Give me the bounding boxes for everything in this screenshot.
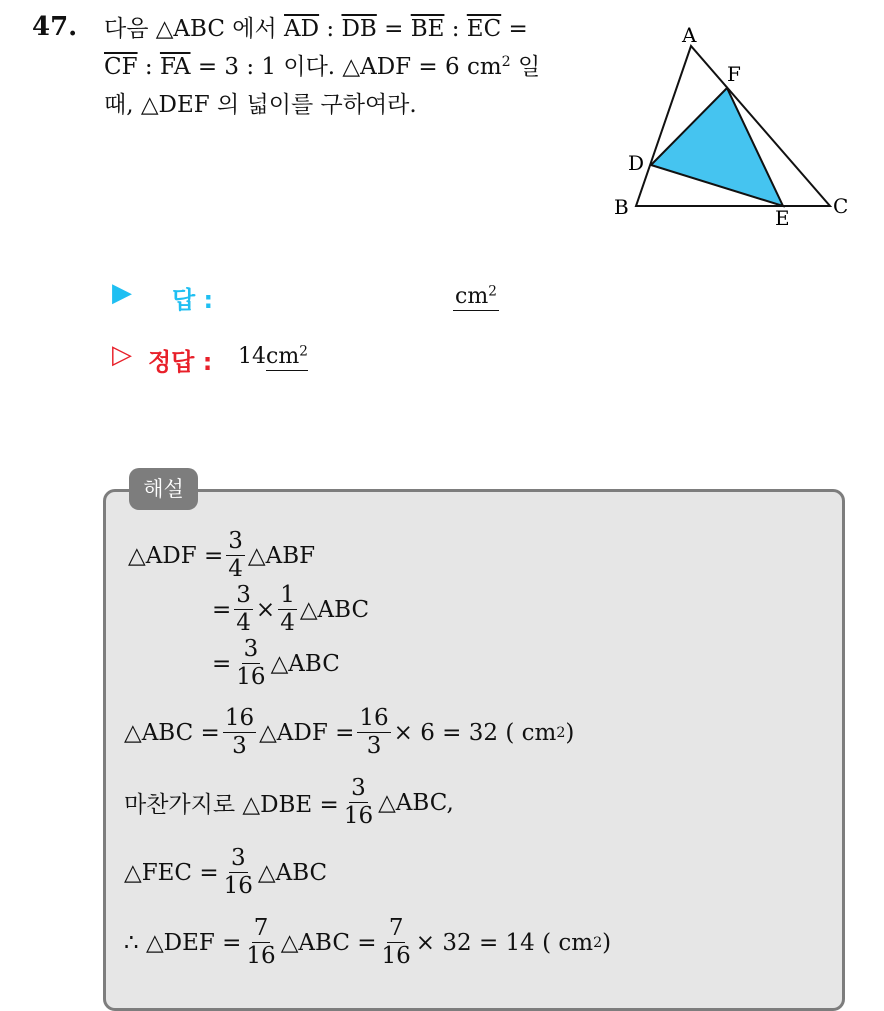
fraction: $\frac{3}{16}$	[236, 636, 266, 690]
vertex-label-c: C	[833, 194, 849, 218]
solution-line-4: △ABC = $\frac{16}{3}$ △ADF = $\frac{16}{3}$ × 6 = 32 ( cm 2 )	[124, 705, 575, 759]
correct-answer-row	[112, 340, 308, 376]
solution-line-7: ∴ △DEF = $\frac{7}{16}$ △ABC = $\frac{7}{16}$ × 32 = 14 ( cm 2 )	[124, 915, 612, 969]
correct-arrow-icon: ▷	[112, 340, 132, 370]
fraction: $\frac{3}{16}$	[223, 845, 253, 899]
correct-answer-label: 정답 :	[148, 348, 213, 376]
vertex-label-b: B	[614, 195, 629, 219]
question-line-1: 다음 △ABC 에서 $\overline{AD}$ : $\overline{DB} = \overline{BE}$ : $\overline{EC}$ =	[104, 16, 528, 42]
solution-tab: 해설	[129, 468, 198, 510]
vertex-label-d: D	[628, 151, 645, 175]
solution-line-1: △ADF = $\frac{3}{4}$ △ABF	[128, 528, 316, 582]
fraction: $\frac{1}{4}$	[280, 582, 295, 636]
fraction: $\frac{3}{16}$	[343, 775, 374, 829]
fraction: $\frac{3}{4}$	[236, 582, 251, 636]
solution-line-3: = $\frac{3}{16}$ △ABC	[212, 636, 340, 690]
question-line-2: $\overline{CF}$ : $\overline{FA} = 3$ : 1 이다. △ADF = 6 $cm^2$ 일	[104, 54, 541, 80]
solution-line-6: △FEC = $\frac{3}{16}$ △ABC	[124, 845, 328, 899]
vertex-label-a: A	[682, 23, 697, 47]
answer-row	[112, 278, 214, 318]
solution-line-5: 마찬가지로 △DBE = $\frac{3}{16}$ △ABC,	[124, 775, 454, 829]
vertex-label-f: F	[727, 62, 741, 86]
answer-arrow-icon: ▶	[112, 278, 132, 308]
answer-field[interactable]: $cm^2$	[455, 283, 497, 309]
question-number: 47.	[32, 12, 78, 42]
answer-label: 답 :	[172, 286, 214, 314]
solution-line-2: = $\frac{3}{4}$ × $\frac{1}{4}$ △ABC	[212, 582, 370, 636]
question-line-3: 때, △DEF 의 넓이를 구하여라.	[104, 92, 417, 118]
fraction: $\frac{7}{16}$	[381, 915, 411, 969]
fraction: $\frac{7}{16}$	[246, 915, 276, 969]
fraction: $\frac{3}{4}$	[228, 528, 243, 582]
fraction: $\frac{16}{3}$	[224, 705, 255, 759]
triangle-figure	[600, 18, 860, 233]
correct-answer-value: $14cm^2$	[238, 343, 308, 369]
fraction: $\frac{16}{3}$	[359, 705, 389, 759]
vertex-label-e: E	[775, 206, 790, 230]
